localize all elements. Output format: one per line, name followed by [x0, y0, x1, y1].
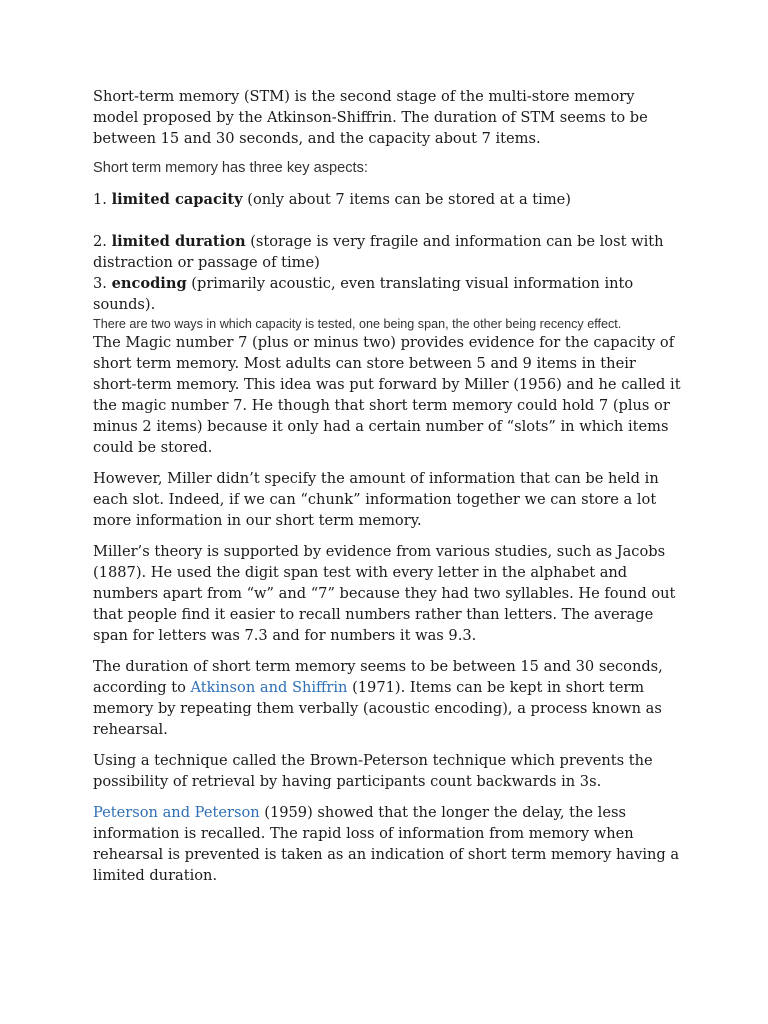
paragraph-key-aspects: Short term memory has three key aspects: — [93, 160, 368, 176]
paragraph-brown-peterson: Using a technique called the Brown-Peterson technique which prevents the possibility of retrieval by having participants count backwards in 3s. — [93, 752, 653, 790]
paragraph-peterson — [93, 802, 681, 886]
duration-text-before: The duration of short term memory seems to be between 15 and 30 seconds, according to — [93, 658, 663, 696]
aspect-number: 2. — [93, 233, 112, 250]
aspect-number: 3. — [93, 275, 112, 292]
aspect-description: (primarily acoustic, even translating visual information into sounds). — [93, 275, 634, 313]
capacity-note: There are two ways in which capacity is tested, one being span, the other being recency effect. — [93, 317, 622, 331]
aspect-term: limited capacity — [111, 191, 243, 208]
paragraph-duration — [93, 656, 681, 740]
paragraph-stm-intro: Short-term memory (STM) is the second stage of the multi-store memory model proposed by the Atkinson-Shiffrin. The duration of STM seems to be between 15 and 30 seconds, and the capacity about 7 items. — [93, 88, 648, 147]
paragraph-chunking: However, Miller didn’t specify the amount of information that can be held in each slot. Indeed, if we can “chunk” information together we can store a lot more information in our short term memory. — [93, 470, 659, 529]
paragraph-magic-number: The Magic number 7 (plus or minus two) provides evidence for the capacity of short term memory. Most adults can store between 5 and 9 items in their short-term memory. This idea was put forward by Miller (1956) and he called it the magic number 7. He though that short term memory could hold 7 (plus or minus 2 items) because it only had a certain number of “slots” in which items could be stored. — [93, 334, 681, 456]
peterson-text-after: (1959) showed that the longer the delay, the less information is recalled. The rapid loss of information from memory when rehearsal is prevented is taken as an indication of short term memory having a limited duration. — [93, 804, 680, 884]
paragraph-jacobs: Miller’s theory is supported by evidence from various studies, such as Jacobs (1887). He used the digit span test with every letter in the alphabet and numbers apart from “w” and “7” because they had two syllables. He found out that people find it easier to recall numbers rather than letters. The average span for letters was 7.3 and for numbers it was 9.3. — [93, 543, 676, 644]
aspect-item-3 — [93, 273, 681, 315]
aspect-term: limited duration — [111, 233, 246, 250]
link-atkinson-shiffrin[interactable]: Atkinson and Shiffrin — [190, 679, 348, 696]
aspect-item-2 — [93, 231, 681, 273]
link-peterson-and-peterson[interactable]: Peterson and Peterson — [93, 804, 260, 821]
aspect-item-1 — [93, 189, 681, 210]
aspect-term: encoding — [111, 275, 187, 292]
aspect-description: (only about 7 items can be stored at a time) — [242, 191, 571, 208]
duration-text-after: (1971). Items can be kept in short term memory by repeating them verbally (acoustic encoding), a process known as rehearsal. — [93, 679, 662, 738]
document-body — [93, 86, 681, 886]
aspect-number: 1. — [93, 191, 112, 208]
aspect-description: (storage is very fragile and information can be lost with distraction or passage of time) — [93, 233, 664, 271]
